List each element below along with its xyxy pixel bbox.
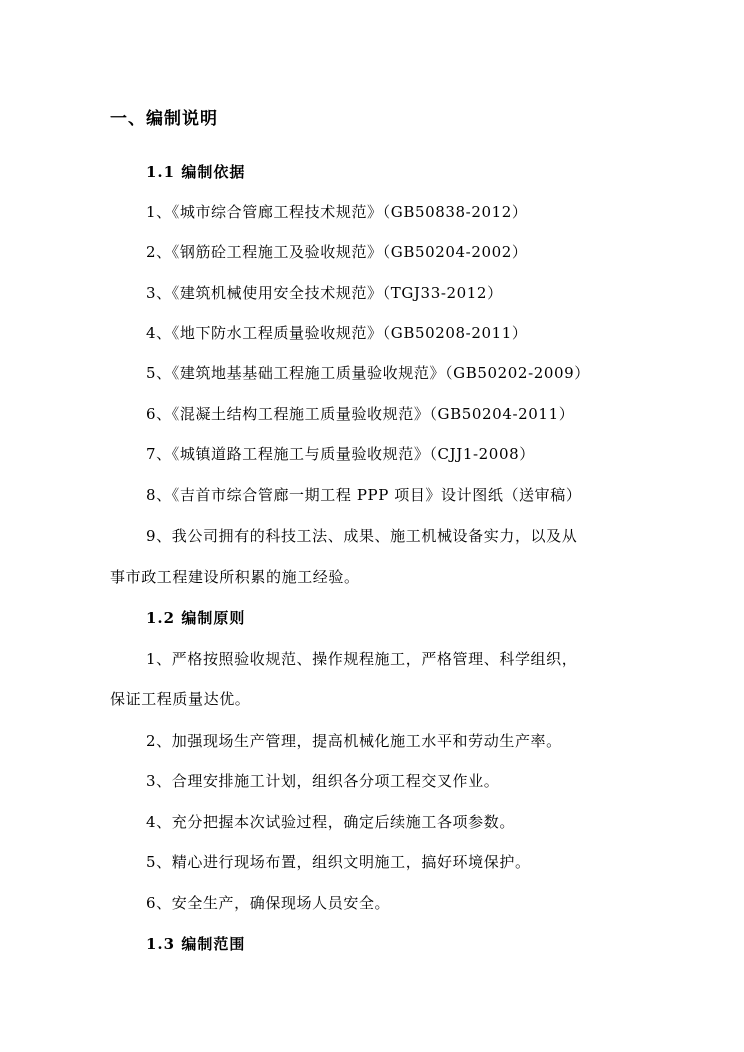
basis-item-9-line-2: 事市政工程建设所积累的施工经验。 [110, 568, 360, 586]
principle-item-2: 2、加强现场生产管理，提高机械化施工水平和劳动生产率。 [146, 732, 562, 750]
principle-item-1-line-2: 保证工程质量达优。 [110, 690, 251, 708]
heading-basis: 1.1 编制依据 [146, 163, 246, 181]
basis-item-5: 5、《建筑地基基础工程施工质量验收规范》（GB50202-2009） [146, 364, 590, 382]
principle-item-4: 4、充分把握本次试验过程，确定后续施工各项参数。 [146, 813, 515, 831]
basis-item-6: 6、《混凝土结构工程施工质量验收规范》（GB50204-2011） [146, 405, 575, 423]
basis-item-4: 4、《地下防水工程质量验收规范》（GB50208-2011） [146, 324, 528, 342]
heading-scope: 1.3 编制范围 [146, 935, 246, 953]
basis-item-8: 8、《吉首市综合管廊一期工程 PPP 项目》设计图纸（送审稿） [146, 486, 582, 504]
basis-item-2: 2、《钢筋砼工程施工及验收规范》（GB50204-2002） [146, 243, 528, 261]
basis-item-1: 1、《城市综合管廊工程技术规范》（GB50838-2012） [146, 203, 528, 221]
principle-item-6: 6、安全生产，确保现场人员安全。 [146, 894, 391, 912]
basis-item-3: 3、《建筑机械使用安全技术规范》（TGJ33-2012） [146, 284, 503, 302]
principle-item-3: 3、合理安排施工计划，组织各分项工程交叉作业。 [146, 772, 500, 790]
section-title: 一、编制说明 [110, 109, 218, 129]
heading-principles: 1.2 编制原则 [146, 609, 246, 627]
principle-item-5: 5、精心进行现场布置，组织文明施工，搞好环境保护。 [146, 853, 531, 871]
basis-item-9-line-1: 9、我公司拥有的科技工法、成果、施工机械设备实力，以及从 [146, 527, 578, 545]
basis-item-7: 7、《城镇道路工程施工与质量验收规范》（CJJ1-2008） [146, 445, 535, 463]
principle-item-1-line-1: 1、严格按照验收规范、操作规程施工，严格管理、科学组织， [146, 650, 578, 668]
